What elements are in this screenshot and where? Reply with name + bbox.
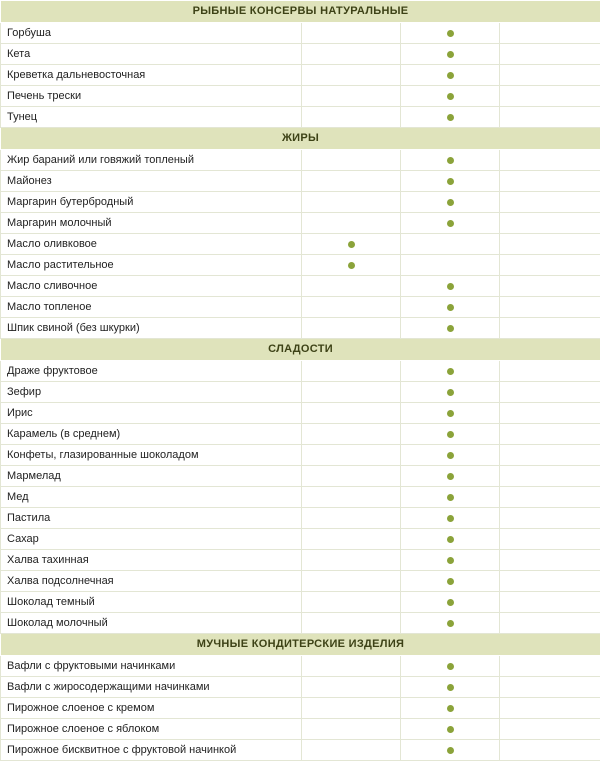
- dot-icon: [447, 178, 454, 185]
- table-row: [1, 192, 600, 213]
- mark-cell-3: [500, 361, 600, 382]
- mark-cell-1: [302, 466, 401, 487]
- mark-cell-3: [500, 213, 600, 234]
- mark-cell-1: [302, 44, 401, 65]
- mark-cell-2: [401, 234, 500, 255]
- table-row: [1, 487, 600, 508]
- product-name-cell: Шпик свиной (без шкурки): [1, 318, 302, 339]
- mark-cell-2: [401, 740, 500, 761]
- product-name-cell: Ирис: [1, 403, 302, 424]
- mark-cell-3: [500, 508, 600, 529]
- mark-cell-2: [401, 44, 500, 65]
- dot-icon: [447, 557, 454, 564]
- mark-cell-1: [302, 656, 401, 677]
- table-row: [1, 592, 600, 613]
- mark-cell-1: [302, 171, 401, 192]
- mark-cell-3: [500, 677, 600, 698]
- mark-cell-1: [302, 150, 401, 171]
- section-header-row: [1, 339, 600, 361]
- product-name-cell: Масло оливковое: [1, 234, 302, 255]
- dot-icon: [447, 747, 454, 754]
- table-row: [1, 150, 600, 171]
- table-row: [1, 740, 600, 761]
- table-row: [1, 255, 600, 276]
- product-name-cell: Маргарин молочный: [1, 213, 302, 234]
- mark-cell-2: [401, 150, 500, 171]
- mark-cell-2: [401, 466, 500, 487]
- product-name-cell: Пастила: [1, 508, 302, 529]
- product-name-cell: Сахар: [1, 529, 302, 550]
- mark-cell-3: [500, 318, 600, 339]
- product-name-cell: Халва тахинная: [1, 550, 302, 571]
- table-row: [1, 466, 600, 487]
- mark-cell-2: [401, 529, 500, 550]
- section-title: МУЧНЫЕ КОНДИТЕРСКИЕ ИЗДЕЛИЯ: [1, 634, 600, 656]
- mark-cell-1: [302, 192, 401, 213]
- mark-cell-2: [401, 656, 500, 677]
- table-row: [1, 297, 600, 318]
- mark-cell-3: [500, 107, 600, 128]
- mark-cell-3: [500, 234, 600, 255]
- product-name-cell: Вафли с жиросодержащими начинками: [1, 677, 302, 698]
- table-row: [1, 508, 600, 529]
- mark-cell-2: [401, 424, 500, 445]
- mark-cell-1: [302, 719, 401, 740]
- product-name-cell: Печень трески: [1, 86, 302, 107]
- mark-cell-1: [302, 677, 401, 698]
- table-row: [1, 23, 600, 44]
- table-row: [1, 44, 600, 65]
- mark-cell-3: [500, 382, 600, 403]
- mark-cell-3: [500, 297, 600, 318]
- mark-cell-1: [302, 424, 401, 445]
- mark-cell-2: [401, 613, 500, 634]
- mark-cell-3: [500, 719, 600, 740]
- mark-cell-1: [302, 487, 401, 508]
- dot-icon: [348, 262, 355, 269]
- product-name-cell: Жир бараний или говяжий топленый: [1, 150, 302, 171]
- mark-cell-2: [401, 107, 500, 128]
- table-row: [1, 677, 600, 698]
- table-row: [1, 171, 600, 192]
- table-row: [1, 445, 600, 466]
- product-name-cell: Зефир: [1, 382, 302, 403]
- mark-cell-2: [401, 255, 500, 276]
- mark-cell-2: [401, 382, 500, 403]
- mark-cell-1: [302, 297, 401, 318]
- mark-cell-3: [500, 571, 600, 592]
- table-row: [1, 656, 600, 677]
- mark-cell-1: [302, 382, 401, 403]
- table-row: [1, 571, 600, 592]
- mark-cell-2: [401, 65, 500, 86]
- product-name-cell: Креветка дальневосточная: [1, 65, 302, 86]
- product-name-cell: Масло топленое: [1, 297, 302, 318]
- mark-cell-3: [500, 255, 600, 276]
- product-name-cell: Тунец: [1, 107, 302, 128]
- mark-cell-1: [302, 276, 401, 297]
- dot-icon: [447, 684, 454, 691]
- mark-cell-1: [302, 107, 401, 128]
- mark-cell-2: [401, 361, 500, 382]
- product-name-cell: Пирожное слоеное с яблоком: [1, 719, 302, 740]
- mark-cell-3: [500, 529, 600, 550]
- table-row: [1, 86, 600, 107]
- mark-cell-2: [401, 698, 500, 719]
- mark-cell-2: [401, 276, 500, 297]
- mark-cell-3: [500, 86, 600, 107]
- mark-cell-2: [401, 86, 500, 107]
- dot-icon: [447, 389, 454, 396]
- table-row: [1, 65, 600, 86]
- table-body: [1, 1, 600, 761]
- table-row: [1, 424, 600, 445]
- section-title: СЛАДОСТИ: [1, 339, 600, 361]
- product-name-cell: Карамель (в среднем): [1, 424, 302, 445]
- mark-cell-2: [401, 719, 500, 740]
- mark-cell-3: [500, 192, 600, 213]
- mark-cell-3: [500, 150, 600, 171]
- mark-cell-1: [302, 65, 401, 86]
- product-name-cell: Драже фруктовое: [1, 361, 302, 382]
- mark-cell-1: [302, 698, 401, 719]
- mark-cell-1: [302, 550, 401, 571]
- mark-cell-3: [500, 23, 600, 44]
- table-row: [1, 361, 600, 382]
- mark-cell-2: [401, 571, 500, 592]
- dot-icon: [447, 283, 454, 290]
- mark-cell-1: [302, 361, 401, 382]
- mark-cell-2: [401, 550, 500, 571]
- table-row: [1, 719, 600, 740]
- dot-icon: [447, 157, 454, 164]
- section-header-row: [1, 634, 600, 656]
- table-row: [1, 698, 600, 719]
- section-title: РЫБНЫЕ КОНСЕРВЫ НАТУРАЛЬНЫЕ: [1, 1, 600, 23]
- mark-cell-1: [302, 234, 401, 255]
- dot-icon: [447, 599, 454, 606]
- product-name-cell: Горбуша: [1, 23, 302, 44]
- product-name-cell: Майонез: [1, 171, 302, 192]
- dot-icon: [447, 368, 454, 375]
- mark-cell-3: [500, 424, 600, 445]
- mark-cell-1: [302, 592, 401, 613]
- mark-cell-1: [302, 318, 401, 339]
- mark-cell-1: [302, 508, 401, 529]
- dot-icon: [447, 515, 454, 522]
- mark-cell-1: [302, 86, 401, 107]
- section-header-row: [1, 128, 600, 150]
- dot-icon: [447, 536, 454, 543]
- dot-icon: [447, 473, 454, 480]
- table-row: [1, 107, 600, 128]
- mark-cell-3: [500, 592, 600, 613]
- mark-cell-3: [500, 276, 600, 297]
- table-row: [1, 403, 600, 424]
- mark-cell-2: [401, 171, 500, 192]
- product-name-cell: Пирожное слоеное с кремом: [1, 698, 302, 719]
- table-row: [1, 529, 600, 550]
- product-name-cell: Халва подсолнечная: [1, 571, 302, 592]
- dot-icon: [447, 620, 454, 627]
- mark-cell-1: [302, 529, 401, 550]
- dot-icon: [447, 220, 454, 227]
- mark-cell-3: [500, 44, 600, 65]
- mark-cell-1: [302, 213, 401, 234]
- mark-cell-1: [302, 23, 401, 44]
- dot-icon: [348, 241, 355, 248]
- dot-icon: [447, 410, 454, 417]
- product-name-cell: Шоколад темный: [1, 592, 302, 613]
- dot-icon: [447, 199, 454, 206]
- mark-cell-2: [401, 508, 500, 529]
- dot-icon: [447, 494, 454, 501]
- mark-cell-1: [302, 740, 401, 761]
- mark-cell-1: [302, 613, 401, 634]
- table-row: [1, 613, 600, 634]
- dot-icon: [447, 30, 454, 37]
- dot-icon: [447, 72, 454, 79]
- mark-cell-2: [401, 297, 500, 318]
- mark-cell-2: [401, 192, 500, 213]
- dot-icon: [447, 93, 454, 100]
- table-row: [1, 318, 600, 339]
- mark-cell-3: [500, 740, 600, 761]
- table-row: [1, 382, 600, 403]
- product-name-cell: Маргарин бутербродный: [1, 192, 302, 213]
- mark-cell-1: [302, 255, 401, 276]
- product-name-cell: Мармелад: [1, 466, 302, 487]
- mark-cell-2: [401, 403, 500, 424]
- mark-cell-2: [401, 592, 500, 613]
- dot-icon: [447, 304, 454, 311]
- table-row: [1, 213, 600, 234]
- section-header-row: [1, 1, 600, 23]
- dot-icon: [447, 705, 454, 712]
- mark-cell-3: [500, 171, 600, 192]
- mark-cell-3: [500, 613, 600, 634]
- dot-icon: [447, 431, 454, 438]
- dot-icon: [447, 51, 454, 58]
- mark-cell-3: [500, 698, 600, 719]
- table-row: [1, 550, 600, 571]
- mark-cell-3: [500, 656, 600, 677]
- mark-cell-2: [401, 445, 500, 466]
- section-title: ЖИРЫ: [1, 128, 600, 150]
- dot-icon: [447, 325, 454, 332]
- product-name-cell: Кета: [1, 44, 302, 65]
- mark-cell-3: [500, 403, 600, 424]
- product-name-cell: Масло сливочное: [1, 276, 302, 297]
- mark-cell-2: [401, 23, 500, 44]
- mark-cell-1: [302, 403, 401, 424]
- mark-cell-1: [302, 571, 401, 592]
- table-row: [1, 234, 600, 255]
- dot-icon: [447, 663, 454, 670]
- mark-cell-2: [401, 677, 500, 698]
- table-row: [1, 276, 600, 297]
- mark-cell-2: [401, 487, 500, 508]
- mark-cell-2: [401, 318, 500, 339]
- dot-icon: [447, 578, 454, 585]
- product-name-cell: Конфеты, глазированные шоколадом: [1, 445, 302, 466]
- dot-icon: [447, 452, 454, 459]
- mark-cell-3: [500, 550, 600, 571]
- product-name-cell: Пирожное бисквитное с фруктовой начинкой: [1, 740, 302, 761]
- mark-cell-1: [302, 445, 401, 466]
- mark-cell-3: [500, 445, 600, 466]
- mark-cell-3: [500, 65, 600, 86]
- dot-icon: [447, 114, 454, 121]
- product-name-cell: Шоколад молочный: [1, 613, 302, 634]
- mark-cell-2: [401, 213, 500, 234]
- mark-cell-3: [500, 487, 600, 508]
- product-name-cell: Масло растительное: [1, 255, 302, 276]
- product-name-cell: Мед: [1, 487, 302, 508]
- product-name-cell: Вафли с фруктовыми начинками: [1, 656, 302, 677]
- mark-cell-3: [500, 466, 600, 487]
